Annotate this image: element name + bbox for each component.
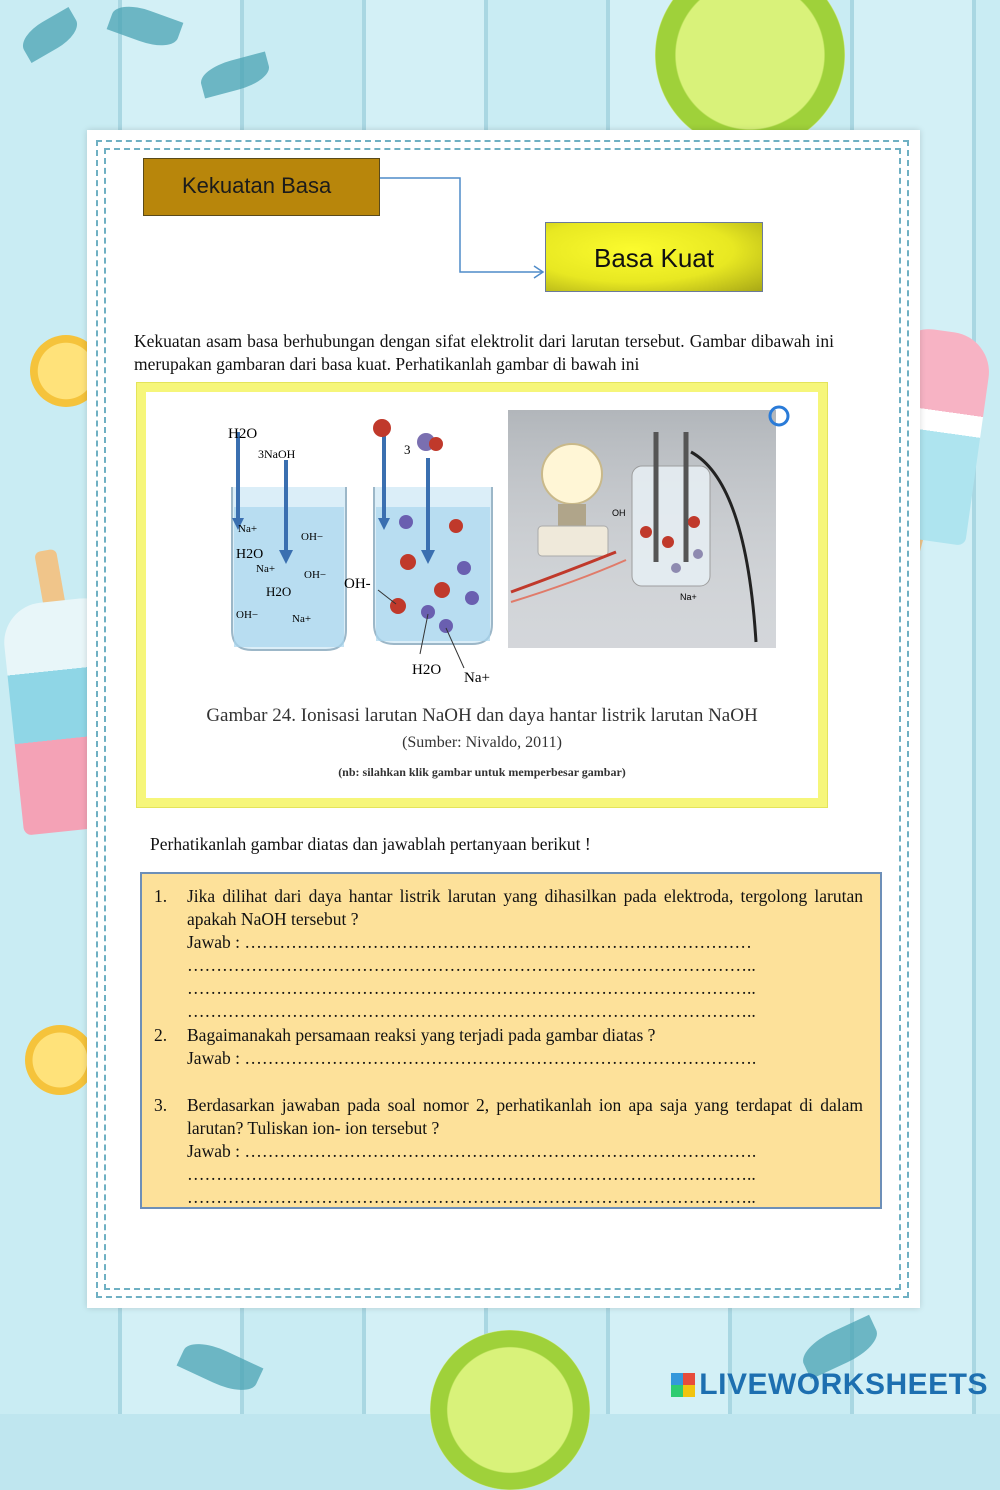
answer-line[interactable]: …………………………………………………………………………………….. bbox=[187, 1164, 756, 1184]
label-h2o-bottom: H2O bbox=[412, 662, 442, 678]
lime-slice-bottom bbox=[430, 1330, 590, 1490]
box-kekuatan-basa: Kekuatan Basa bbox=[143, 158, 380, 216]
figure-caption: Gambar 24. Ionisasi larutan NaOH dan daya hantar listrik larutan NaOH bbox=[206, 705, 758, 726]
label-na-2: Na+ bbox=[256, 563, 276, 575]
box-basa-kuat: Basa Kuat bbox=[545, 222, 763, 292]
answer-line[interactable]: …………………………………………………………………………………….. bbox=[187, 955, 756, 975]
label-oh-2: OH− bbox=[304, 569, 327, 581]
question-number: 3. bbox=[154, 1095, 168, 1115]
question-text: Jika dilihat dari daya hantar listrik larutan yang dihasilkan pada elektroda, tergolong larutan apakah NaOH tersebut ? bbox=[187, 886, 863, 929]
connector-arrow bbox=[378, 170, 548, 280]
label-3: 3 bbox=[404, 442, 411, 457]
answer-line[interactable]: …………………………………………………………………………………….. bbox=[187, 1187, 756, 1207]
label-photo-na: Na+ bbox=[680, 592, 697, 602]
answer-field-3[interactable]: Jawab : ……………………………………………………………………………. bbox=[187, 1141, 757, 1161]
liveworksheets-logo-icon bbox=[671, 1373, 695, 1397]
lemon-slice-left bbox=[25, 1025, 95, 1095]
ionization-diagram bbox=[146, 392, 818, 692]
label-photo-oh: OH bbox=[612, 508, 626, 518]
label-oh-arrow: OH- bbox=[344, 576, 371, 592]
label-oh-3: OH− bbox=[236, 609, 259, 621]
label-h2o-in-2: H2O bbox=[266, 584, 292, 599]
question-text: Berdasarkan jawaban pada soal nomor 2, perhatikanlah ion apa saja yang terdapat di dalam larutan? Tuliskan ion- ion tersebut ? bbox=[187, 1095, 863, 1138]
answer-line[interactable]: …………………………………………………………………………………….. bbox=[187, 1001, 756, 1021]
question-number: 2. bbox=[154, 1025, 168, 1045]
answer-field-2[interactable]: Jawab : ……………………………………………………………………………. bbox=[187, 1048, 757, 1068]
label-oh-1: OH− bbox=[301, 531, 324, 543]
question-box bbox=[140, 872, 882, 1209]
intro-paragraph: Kekuatan asam basa berhubungan dengan sifat elektrolit dari larutan tersebut. Gambar dibawah ini merupakan gambaran dari basa kuat. Perhatikanlah gambar di bawah ini bbox=[134, 331, 834, 374]
watermark-text: LIVEWORKSHEETS bbox=[699, 1368, 988, 1401]
water-molecule-icon bbox=[373, 419, 391, 437]
label-h2o-in-1: H2O bbox=[236, 547, 264, 562]
label-na-3: Na+ bbox=[292, 613, 312, 625]
conductivity-apparatus-photo bbox=[508, 407, 788, 648]
figure-source: (Sumber: Nivaldo, 2011) bbox=[402, 734, 562, 751]
label-h2o-top: H2O bbox=[228, 426, 258, 442]
label-na-bottom: Na+ bbox=[464, 670, 490, 686]
figure-note: (nb: silahkan klik gambar untuk memperbesar gambar) bbox=[338, 765, 626, 779]
light-bulb-icon bbox=[542, 444, 602, 504]
label-3naoh: 3NaOH bbox=[258, 447, 296, 461]
question-text: Bagaimanakah persamaan reaksi yang terjadi pada gambar diatas ? bbox=[187, 1025, 656, 1045]
label-na-1: Na+ bbox=[238, 523, 258, 535]
question-instruction: Perhatikanlah gambar diatas dan jawablah pertanyaan berikut ! bbox=[150, 834, 591, 854]
beaker-right bbox=[373, 419, 492, 668]
question-number: 1. bbox=[154, 886, 168, 906]
answer-line[interactable]: …………………………………………………………………………………….. bbox=[187, 978, 756, 998]
liveworksheets-watermark[interactable] bbox=[671, 1368, 988, 1402]
answer-field-1[interactable]: Jawab : …………………………………………………………………………… bbox=[187, 932, 752, 952]
